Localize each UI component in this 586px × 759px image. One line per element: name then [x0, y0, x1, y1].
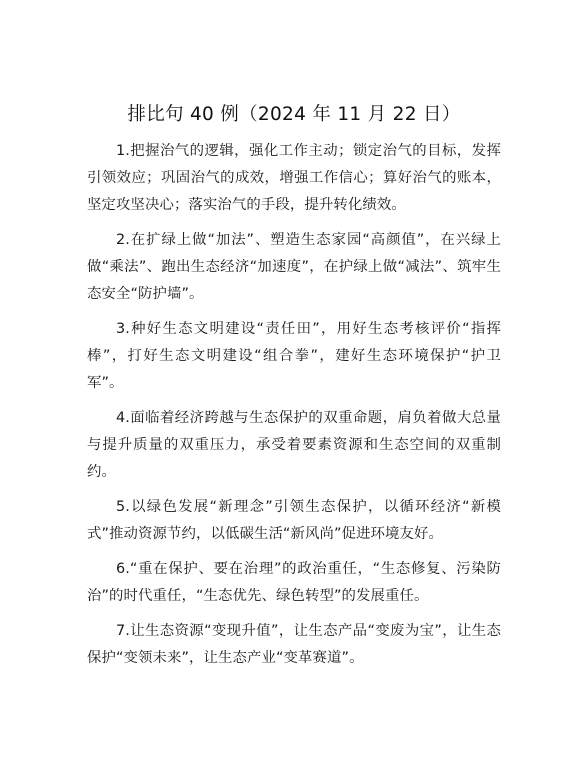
- paragraph-1: 1.把握治气的逻辑，强化工作主动；锁定治气的目标，发挥引领效应；巩固治气的成效，增强工作信心；算好治气的账本，坚定攻坚决心；落实治气的手段，提升转化绩效。: [87, 143, 501, 213]
- document-title: 排比句 40 例（2024 年 11 月 22 日）: [127, 104, 461, 125]
- paragraph-5: 5.以绿色发展“新理念”引领生态保护，以循环经济“新模式”推动资源节约，以低碳生活“新风尚”促进环境友好。: [87, 499, 501, 542]
- paragraph-3: 3.种好生态文明建设“责任田”，用好生态考核评价“指挥棒”，打好生态文明建设“组合拳”，建好生态环境保护“护卫军”。: [87, 321, 501, 391]
- paragraph-4: 4.面临着经济跨越与生态保护的双重命题，肩负着做大总量与提升质量的双重压力，承受着要素资源和生态空间的双重制约。: [87, 410, 501, 480]
- paragraph-7: 7.让生态资源“变现升值”，让生态产品“变废为宝”，让生态保护“变领未来”，让生态产业“变革赛道”。: [87, 623, 501, 666]
- paragraph-6: 6.“重在保护、要在治理”的政治重任，“生态修复、污染防治”的时代重任，“生态优先、绿色转型”的发展重任。: [87, 561, 501, 604]
- paragraph-2: 2.在扩绿上做“加法”、塑造生态家园“高颜值”，在兴绿上做“乘法”、跑出生态经济“加速度”，在护绿上做“减法”、筑牢生态安全“防护墙”。: [87, 232, 501, 302]
